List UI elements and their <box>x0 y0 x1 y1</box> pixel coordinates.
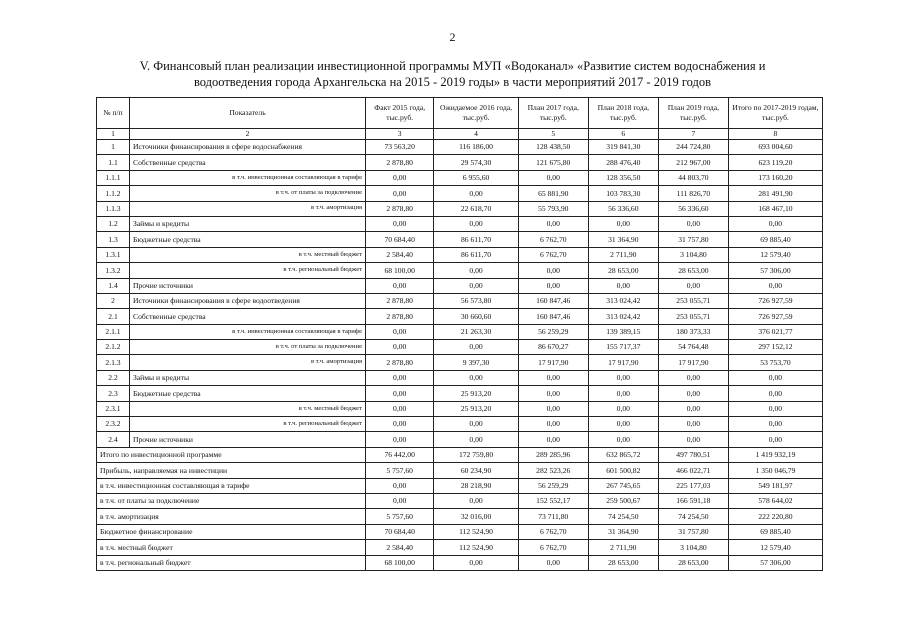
value-cell: 6 762,70 <box>518 232 588 247</box>
value-cell: 288 476,40 <box>588 155 658 170</box>
value-cell: 253 055,71 <box>658 293 728 308</box>
value-cell: 0,00 <box>658 278 728 293</box>
value-cell: 1 350 046,79 <box>728 463 822 478</box>
value-cell: 30 660,60 <box>434 309 518 324</box>
row-number: 1.1.1 <box>97 170 130 185</box>
row-indicator: Собственные средства <box>130 155 366 170</box>
row-number: 2.1 <box>97 309 130 324</box>
row-indicator: в т.ч. региональный бюджет <box>130 417 366 432</box>
value-cell: 22 618,70 <box>434 201 518 216</box>
value-cell: 56 259,29 <box>518 324 588 339</box>
value-cell: 53 753,70 <box>728 355 822 370</box>
value-cell: 0,00 <box>728 401 822 416</box>
value-cell: 70 684,40 <box>366 232 434 247</box>
value-cell: 68 100,00 <box>366 555 434 570</box>
summary-row <box>97 463 823 478</box>
value-cell: 0,00 <box>518 432 588 447</box>
table-row <box>97 432 823 447</box>
value-cell: 74 254,50 <box>588 509 658 524</box>
table-row <box>97 263 823 278</box>
value-cell: 0,00 <box>658 370 728 385</box>
value-cell: 578 644,02 <box>728 493 822 508</box>
value-cell: 73 563,20 <box>366 140 434 155</box>
value-cell: 601 500,82 <box>588 463 658 478</box>
value-cell: 0,00 <box>366 401 434 416</box>
table-row <box>97 216 823 231</box>
summary-row <box>97 478 823 493</box>
value-cell: 31 757,80 <box>658 524 728 539</box>
value-cell: 17 917,90 <box>658 355 728 370</box>
value-cell: 726 927,59 <box>728 309 822 324</box>
value-cell: 0,00 <box>518 263 588 278</box>
value-cell: 2 584,40 <box>366 247 434 262</box>
row-number: 2.1.1 <box>97 324 130 339</box>
row-number: 2 <box>97 293 130 308</box>
value-cell: 6 955,60 <box>434 170 518 185</box>
row-number: 2.3.1 <box>97 401 130 416</box>
value-cell: 28 653,00 <box>658 555 728 570</box>
row-indicator: в т.ч. местный бюджет <box>130 247 366 262</box>
table-row <box>97 309 823 324</box>
value-cell: 12 579,40 <box>728 540 822 555</box>
header-indicator: Показатель <box>130 98 366 129</box>
value-cell: 0,00 <box>518 170 588 185</box>
header-total: Итого по 2017-2019 годам, тыс.руб. <box>728 98 822 129</box>
value-cell: 69 885,40 <box>728 232 822 247</box>
row-indicator: в т.ч. инвестиционная составляющая в тарифе <box>130 170 366 185</box>
value-cell: 166 591,18 <box>658 493 728 508</box>
value-cell: 0,00 <box>518 370 588 385</box>
value-cell: 0,00 <box>588 370 658 385</box>
row-number: 1.4 <box>97 278 130 293</box>
header-plan-2019: План 2019 года, тыс.руб. <box>658 98 728 129</box>
header-row <box>97 98 823 129</box>
table-row <box>97 293 823 308</box>
row-number: 1.1 <box>97 155 130 170</box>
header-num: № п/п <box>97 98 130 129</box>
value-cell: 0,00 <box>434 216 518 231</box>
value-cell: 0,00 <box>588 278 658 293</box>
value-cell: 0,00 <box>518 386 588 401</box>
value-cell: 168 467,10 <box>728 201 822 216</box>
table-row <box>97 417 823 432</box>
index-cell: 8 <box>728 129 822 140</box>
value-cell: 2 878,80 <box>366 201 434 216</box>
value-cell: 0,00 <box>588 401 658 416</box>
value-cell: 244 724,80 <box>658 140 728 155</box>
value-cell: 1 419 932,19 <box>728 447 822 462</box>
index-cell: 1 <box>97 129 130 140</box>
value-cell: 12 579,40 <box>728 247 822 262</box>
value-cell: 319 841,30 <box>588 140 658 155</box>
value-cell: 0,00 <box>728 417 822 432</box>
value-cell: 25 913,20 <box>434 386 518 401</box>
value-cell: 128 438,50 <box>518 140 588 155</box>
value-cell: 0,00 <box>366 340 434 355</box>
value-cell: 25 913,20 <box>434 401 518 416</box>
value-cell: 28 653,00 <box>588 263 658 278</box>
value-cell: 2 584,40 <box>366 540 434 555</box>
summary-row <box>97 555 823 570</box>
value-cell: 0,00 <box>588 386 658 401</box>
value-cell: 0,00 <box>434 493 518 508</box>
value-cell: 0,00 <box>588 417 658 432</box>
value-cell: 267 745,65 <box>588 478 658 493</box>
value-cell: 0,00 <box>658 401 728 416</box>
value-cell: 297 152,12 <box>728 340 822 355</box>
value-cell: 313 024,42 <box>588 293 658 308</box>
value-cell: 54 764,48 <box>658 340 728 355</box>
row-number: 1.1.2 <box>97 186 130 201</box>
summary-indicator: в т.ч. амортизация <box>97 509 366 524</box>
value-cell: 313 024,42 <box>588 309 658 324</box>
row-indicator: Источники финансирования в сфере водоотведения <box>130 293 366 308</box>
value-cell: 623 119,20 <box>728 155 822 170</box>
value-cell: 56 336,60 <box>588 201 658 216</box>
row-number: 2.1.3 <box>97 355 130 370</box>
table-row <box>97 247 823 262</box>
value-cell: 116 186,00 <box>434 140 518 155</box>
row-number: 1.3.1 <box>97 247 130 262</box>
value-cell: 70 684,40 <box>366 524 434 539</box>
row-indicator: в т.ч. инвестиционная составляющая в тарифе <box>130 324 366 339</box>
value-cell: 56 259,29 <box>518 478 588 493</box>
value-cell: 0,00 <box>658 417 728 432</box>
value-cell: 3 104,80 <box>658 247 728 262</box>
value-cell: 57 306,00 <box>728 555 822 570</box>
value-cell: 0,00 <box>366 370 434 385</box>
value-cell: 0,00 <box>658 386 728 401</box>
value-cell: 55 793,90 <box>518 201 588 216</box>
value-cell: 0,00 <box>434 370 518 385</box>
summary-indicator: в т.ч. региональный бюджет <box>97 555 366 570</box>
table-row <box>97 278 823 293</box>
value-cell: 0,00 <box>728 278 822 293</box>
value-cell: 73 711,80 <box>518 509 588 524</box>
value-cell: 281 491,90 <box>728 186 822 201</box>
value-cell: 5 757,60 <box>366 463 434 478</box>
value-cell: 466 022,71 <box>658 463 728 478</box>
value-cell: 259 500,67 <box>588 493 658 508</box>
table-row <box>97 340 823 355</box>
header-plan-2018: План 2018 года, тыс.руб. <box>588 98 658 129</box>
value-cell: 0,00 <box>366 432 434 447</box>
value-cell: 86 670,27 <box>518 340 588 355</box>
value-cell: 225 177,03 <box>658 478 728 493</box>
row-indicator: Собственные средства <box>130 309 366 324</box>
value-cell: 0,00 <box>434 340 518 355</box>
value-cell: 6 762,70 <box>518 524 588 539</box>
row-indicator: в т.ч. амортизация <box>130 355 366 370</box>
value-cell: 693 004,60 <box>728 140 822 155</box>
index-cell: 5 <box>518 129 588 140</box>
value-cell: 28 653,00 <box>658 263 728 278</box>
value-cell: 726 927,59 <box>728 293 822 308</box>
value-cell: 2 878,80 <box>366 155 434 170</box>
value-cell: 282 523,26 <box>518 463 588 478</box>
value-cell: 112 524,90 <box>434 540 518 555</box>
value-cell: 6 762,70 <box>518 540 588 555</box>
value-cell: 0,00 <box>366 493 434 508</box>
summary-indicator: в т.ч. местный бюджет <box>97 540 366 555</box>
summary-indicator: в т.ч. инвестиционная составляющая в тарифе <box>97 478 366 493</box>
table-row <box>97 401 823 416</box>
value-cell: 60 234,90 <box>434 463 518 478</box>
value-cell: 0,00 <box>434 432 518 447</box>
table-row <box>97 355 823 370</box>
value-cell: 121 675,80 <box>518 155 588 170</box>
row-number: 2.2 <box>97 370 130 385</box>
value-cell: 173 160,20 <box>728 170 822 185</box>
value-cell: 111 826,70 <box>658 186 728 201</box>
value-cell: 0,00 <box>588 432 658 447</box>
row-number: 1.3.2 <box>97 263 130 278</box>
index-cell: 2 <box>130 129 366 140</box>
summary-indicator: в т.ч. от платы за подключение <box>97 493 366 508</box>
value-cell: 0,00 <box>518 401 588 416</box>
row-indicator: Прочие источники <box>130 432 366 447</box>
summary-row <box>97 509 823 524</box>
value-cell: 139 389,15 <box>588 324 658 339</box>
value-cell: 128 356,50 <box>588 170 658 185</box>
value-cell: 0,00 <box>518 216 588 231</box>
value-cell: 0,00 <box>728 216 822 231</box>
value-cell: 31 364,90 <box>588 524 658 539</box>
header-expected-2016: Ожидаемое 2016 года, тыс.руб. <box>434 98 518 129</box>
value-cell: 0,00 <box>518 278 588 293</box>
summary-indicator: Итого по инвестиционной программе <box>97 447 366 462</box>
row-indicator: в т.ч. региональный бюджет <box>130 263 366 278</box>
table-row <box>97 201 823 216</box>
value-cell: 65 881,90 <box>518 186 588 201</box>
value-cell: 28 218,90 <box>434 478 518 493</box>
row-indicator: Бюджетные средства <box>130 232 366 247</box>
summary-row <box>97 447 823 462</box>
value-cell: 155 717,37 <box>588 340 658 355</box>
value-cell: 212 967,00 <box>658 155 728 170</box>
row-number: 2.1.2 <box>97 340 130 355</box>
row-indicator: Займы и кредиты <box>130 370 366 385</box>
value-cell: 0,00 <box>518 555 588 570</box>
value-cell: 152 552,17 <box>518 493 588 508</box>
value-cell: 44 803,70 <box>658 170 728 185</box>
value-cell: 172 759,80 <box>434 447 518 462</box>
value-cell: 253 055,71 <box>658 309 728 324</box>
value-cell: 2 878,80 <box>366 355 434 370</box>
table-row <box>97 155 823 170</box>
value-cell: 5 757,60 <box>366 509 434 524</box>
value-cell: 0,00 <box>658 216 728 231</box>
value-cell: 0,00 <box>434 555 518 570</box>
row-number: 2.3 <box>97 386 130 401</box>
table-row <box>97 324 823 339</box>
title-line-1: V. Финансовый план реализации инвестиционной программы МУП «Водоканал» «Развитие систем водоснабжения и <box>139 59 766 73</box>
value-cell: 31 757,80 <box>658 232 728 247</box>
value-cell: 0,00 <box>728 386 822 401</box>
value-cell: 160 847,46 <box>518 293 588 308</box>
title-line-2: водоотведения города Архангельска на 2015 - 2019 годы» в части мероприятий 2017 - 2019 годов <box>193 75 712 89</box>
value-cell: 29 574,30 <box>434 155 518 170</box>
row-number: 1.1.3 <box>97 201 130 216</box>
table-row <box>97 386 823 401</box>
value-cell: 2 711,90 <box>588 247 658 262</box>
index-cell: 7 <box>658 129 728 140</box>
value-cell: 632 865,72 <box>588 447 658 462</box>
row-indicator: в т.ч. от платы за подключение <box>130 186 366 201</box>
value-cell: 57 306,00 <box>728 263 822 278</box>
value-cell: 28 653,00 <box>588 555 658 570</box>
value-cell: 0,00 <box>588 216 658 231</box>
value-cell: 549 181,97 <box>728 478 822 493</box>
row-indicator: в т.ч. амортизация <box>130 201 366 216</box>
summary-indicator: Прибыль, направляемая на инвестиции <box>97 463 366 478</box>
value-cell: 56 336,60 <box>658 201 728 216</box>
value-cell: 0,00 <box>434 278 518 293</box>
value-cell: 17 917,90 <box>588 355 658 370</box>
table-row <box>97 232 823 247</box>
summary-row <box>97 540 823 555</box>
value-cell: 0,00 <box>518 417 588 432</box>
row-number: 1 <box>97 140 130 155</box>
row-indicator: в т.ч. от платы за подключение <box>130 340 366 355</box>
document-title <box>70 58 835 90</box>
value-cell: 0,00 <box>658 432 728 447</box>
header-fact-2015: Факт 2015 года, тыс.руб. <box>366 98 434 129</box>
value-cell: 9 397,30 <box>434 355 518 370</box>
table-row <box>97 186 823 201</box>
value-cell: 6 762,70 <box>518 247 588 262</box>
value-cell: 0,00 <box>366 417 434 432</box>
value-cell: 68 100,00 <box>366 263 434 278</box>
value-cell: 103 783,30 <box>588 186 658 201</box>
row-number: 2.4 <box>97 432 130 447</box>
index-cell: 3 <box>366 129 434 140</box>
value-cell: 86 611,70 <box>434 247 518 262</box>
value-cell: 0,00 <box>434 186 518 201</box>
value-cell: 3 104,80 <box>658 540 728 555</box>
index-cell: 4 <box>434 129 518 140</box>
value-cell: 0,00 <box>366 170 434 185</box>
value-cell: 0,00 <box>434 417 518 432</box>
table-row <box>97 370 823 385</box>
page-number: 2 <box>449 30 456 44</box>
row-number: 1.2 <box>97 216 130 231</box>
financial-plan-table <box>96 97 823 571</box>
value-cell: 0,00 <box>366 478 434 493</box>
value-cell: 0,00 <box>728 432 822 447</box>
index-cell: 6 <box>588 129 658 140</box>
row-indicator: в т.ч. местный бюджет <box>130 401 366 416</box>
value-cell: 74 254,50 <box>658 509 728 524</box>
row-number: 2.3.2 <box>97 417 130 432</box>
value-cell: 112 524,90 <box>434 524 518 539</box>
summary-indicator: Бюджетное финансирование <box>97 524 366 539</box>
value-cell: 31 364,90 <box>588 232 658 247</box>
row-number: 1.3 <box>97 232 130 247</box>
header-plan-2017: План 2017 года, тыс.руб. <box>518 98 588 129</box>
value-cell: 56 573,80 <box>434 293 518 308</box>
row-indicator: Источники финансирования в сфере водоснабжения <box>130 140 366 155</box>
value-cell: 0,00 <box>728 370 822 385</box>
value-cell: 0,00 <box>434 263 518 278</box>
row-indicator: Займы и кредиты <box>130 216 366 231</box>
value-cell: 160 847,46 <box>518 309 588 324</box>
value-cell: 0,00 <box>366 216 434 231</box>
table-row <box>97 170 823 185</box>
value-cell: 497 780,51 <box>658 447 728 462</box>
summary-row <box>97 524 823 539</box>
value-cell: 69 885,40 <box>728 524 822 539</box>
value-cell: 0,00 <box>366 278 434 293</box>
value-cell: 0,00 <box>366 324 434 339</box>
summary-row <box>97 493 823 508</box>
value-cell: 86 611,70 <box>434 232 518 247</box>
row-indicator: Прочие источники <box>130 278 366 293</box>
value-cell: 17 917,90 <box>518 355 588 370</box>
value-cell: 32 016,00 <box>434 509 518 524</box>
value-cell: 76 442,00 <box>366 447 434 462</box>
value-cell: 180 373,33 <box>658 324 728 339</box>
value-cell: 0,00 <box>366 186 434 201</box>
value-cell: 2 878,80 <box>366 293 434 308</box>
value-cell: 376 021,77 <box>728 324 822 339</box>
value-cell: 222 220,80 <box>728 509 822 524</box>
row-indicator: Бюджетные средства <box>130 386 366 401</box>
value-cell: 2 711,90 <box>588 540 658 555</box>
value-cell: 0,00 <box>366 386 434 401</box>
table-row <box>97 140 823 155</box>
value-cell: 21 263,30 <box>434 324 518 339</box>
value-cell: 289 285,96 <box>518 447 588 462</box>
value-cell: 2 878,80 <box>366 309 434 324</box>
index-row <box>97 129 823 140</box>
